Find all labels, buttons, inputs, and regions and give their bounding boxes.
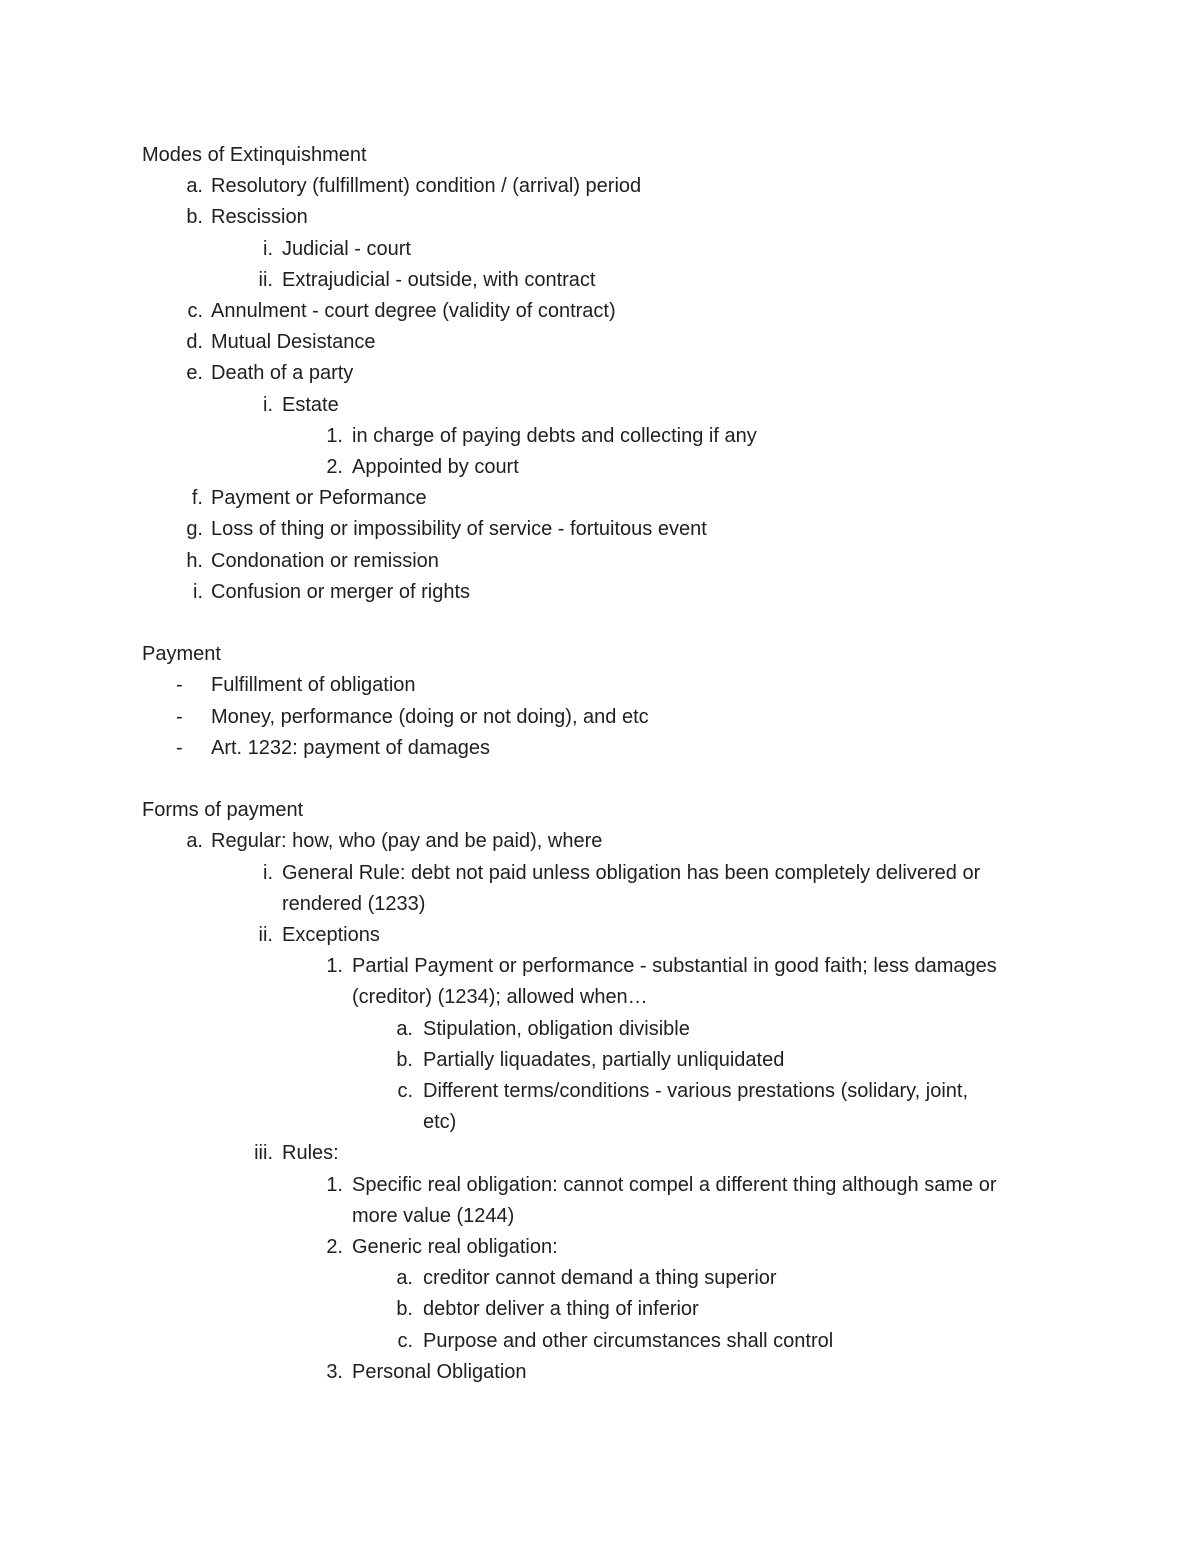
list-item-text: Extrajudicial - outside, with contract xyxy=(282,268,596,291)
list-marker: h. xyxy=(186,549,203,572)
list-marker: 2. xyxy=(326,456,343,478)
list-item-text: Rules: xyxy=(282,1142,339,1165)
list-marker: i. xyxy=(263,861,273,884)
list-item-text: Stipulation, obligation divisible xyxy=(423,1017,690,1040)
list-marker: c. xyxy=(397,1329,413,1352)
list-item-text: Resolutory (fulfillment) condition / (arrival) period xyxy=(211,175,642,198)
list-marker: a. xyxy=(186,830,203,853)
list-item-text: Payment or Peformance xyxy=(211,487,427,510)
list-item-text: Appointed by court xyxy=(352,456,519,478)
list-marker: d. xyxy=(186,331,203,354)
list-item-text: rendered (1233) xyxy=(282,892,426,915)
list-marker: c. xyxy=(187,300,203,322)
list-item-text: Art. 1232: payment of damages xyxy=(211,736,491,759)
list-item-text: Purpose and other circumstances shall control xyxy=(423,1329,834,1352)
list-marker: f. xyxy=(191,487,203,510)
list-marker: b. xyxy=(186,206,203,229)
list-item-text: Judicial - court xyxy=(282,237,411,260)
list-marker: e. xyxy=(186,362,203,385)
list-item-text: (creditor) (1234); allowed when… xyxy=(352,986,648,1009)
list-marker: i. xyxy=(193,580,203,603)
list-item-text: Generic real obligation: xyxy=(352,1236,558,1258)
list-marker: 1. xyxy=(326,1173,343,1196)
list-marker: 2. xyxy=(326,1236,343,1258)
list-item-text: more value (1244) xyxy=(352,1204,515,1227)
list-marker: ii. xyxy=(258,924,273,946)
list-item-text: Confusion or merger of rights xyxy=(211,580,471,603)
list-marker: a. xyxy=(186,175,203,198)
list-item-text: creditor cannot demand a thing superior xyxy=(423,1267,777,1290)
list-item-text: Rescission xyxy=(211,206,308,229)
bullet-marker: - xyxy=(176,736,183,759)
section-heading: Modes of Extinquishment xyxy=(142,144,367,166)
list-marker: b. xyxy=(396,1298,413,1321)
list-item-text: Annulment - court degree (validity of contract) xyxy=(211,300,616,322)
list-item-text: Personal Obligation xyxy=(352,1360,527,1383)
list-item-text: debtor deliver a thing of inferior xyxy=(423,1298,699,1321)
list-marker: a. xyxy=(396,1017,413,1040)
list-item-text: Partial Payment or performance - substantial in good faith; less damages xyxy=(352,955,997,978)
list-item-text: Regular: how, who (pay and be paid), where xyxy=(211,830,603,853)
list-item-text: Exceptions xyxy=(282,924,380,946)
list-item-text: Loss of thing or impossibility of service - fortuitous event xyxy=(211,518,707,541)
section-heading: Payment xyxy=(142,643,221,666)
list-item-text: Mutual Desistance xyxy=(211,331,376,354)
list-item-text: Condonation or remission xyxy=(211,549,439,572)
list-item-text: Different terms/conditions - various prestations (solidary, joint, xyxy=(423,1080,969,1102)
list-marker: iii. xyxy=(254,1142,273,1165)
list-marker: 1. xyxy=(326,424,343,447)
section-heading: Forms of payment xyxy=(142,799,304,822)
list-item-text: Estate xyxy=(282,393,339,416)
list-item-text: Money, performance (doing or not doing), and etc xyxy=(211,705,649,728)
bullet-marker: - xyxy=(176,705,183,728)
list-marker: i. xyxy=(263,237,273,260)
list-item-text: Fulfillment of obligation xyxy=(211,674,416,697)
list-item-text: etc) xyxy=(423,1111,457,1134)
list-item-text: Partially liquadates, partially unliquidated xyxy=(423,1048,785,1071)
list-item-text: Death of a party xyxy=(211,362,354,385)
list-marker: 1. xyxy=(326,955,343,978)
list-item-text: Specific real obligation: cannot compel a different thing although same or xyxy=(352,1173,997,1196)
list-marker: b. xyxy=(396,1048,413,1071)
bullet-marker: - xyxy=(176,674,183,697)
list-marker: ii. xyxy=(258,268,273,291)
list-marker: g. xyxy=(186,518,203,541)
list-item-text: in charge of paying debts and collecting if any xyxy=(352,424,757,447)
list-marker: c. xyxy=(397,1080,413,1102)
list-marker: a. xyxy=(396,1267,413,1290)
list-marker: i. xyxy=(263,393,273,416)
list-marker: 3. xyxy=(326,1360,343,1383)
list-item-text: General Rule: debt not paid unless obligation has been completely delivered or xyxy=(282,861,981,884)
